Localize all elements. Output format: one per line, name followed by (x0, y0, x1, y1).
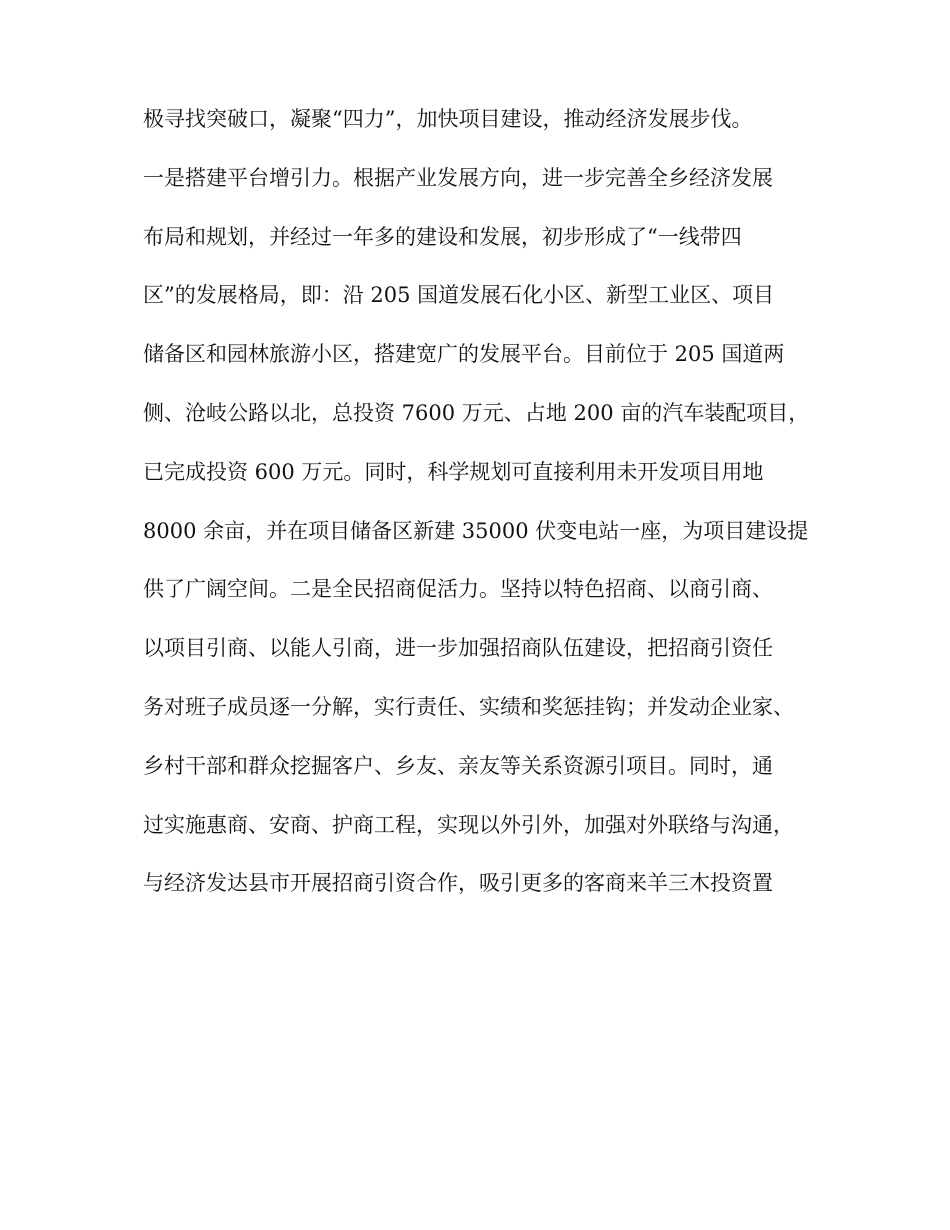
text-line: 乡村干部和群众挖掘客户、乡友、亲友等关系资源引项目。同时，通 (143, 753, 773, 778)
text-line: 与经济发达县市开展招商引资合作，吸引更多的客商来羊三木投资置 (143, 871, 773, 896)
text-line: 储备区和园林旅游小区，搭建宽广的发展平台。目前位于 205 国道两 (143, 342, 785, 367)
text-line: 过实施惠商、安商、护商工程，实现以外引外，加强对外联络与沟通， (143, 812, 794, 837)
body-text (143, 90, 833, 913)
text-line: 务对班子成员逐一分解，实行责任、实绩和奖惩挂钩；并发动企业家、 (143, 694, 794, 719)
text-line: 供了广阔空间。二是全民招商促活力。坚持以特色招商、以商引商、 (143, 577, 773, 602)
text-line: 区”的发展格局，即：沿 205 国道发展石化小区、新型工业区、项目 (143, 283, 775, 308)
text-line: 已完成投资 600 万元。同时，科学规划可直接利用未开发项目用地 (143, 459, 764, 484)
text-line: 8000 余亩，并在项目储备区新建 35000 伏变电站一座，为项目建设提 (143, 518, 809, 543)
text-line: 以项目引商、以能人引商，进一步加强招商队伍建设，把招商引资任 (143, 636, 773, 661)
text-line: 极寻找突破口，凝聚“四力”，加快项目建设，推动经济发展步伐。 (143, 107, 753, 131)
text-line: 一是搭建平台增引力。根据产业发展方向，进一步完善全乡经济发展 (143, 165, 773, 190)
text-line: 布局和规划，并经过一年多的建设和发展，初步形成了“一线带四 (143, 224, 742, 249)
text-line: 侧、沧岐公路以北，总投资 7600 万元、占地 200 亩的汽车装配项目， (143, 400, 810, 425)
